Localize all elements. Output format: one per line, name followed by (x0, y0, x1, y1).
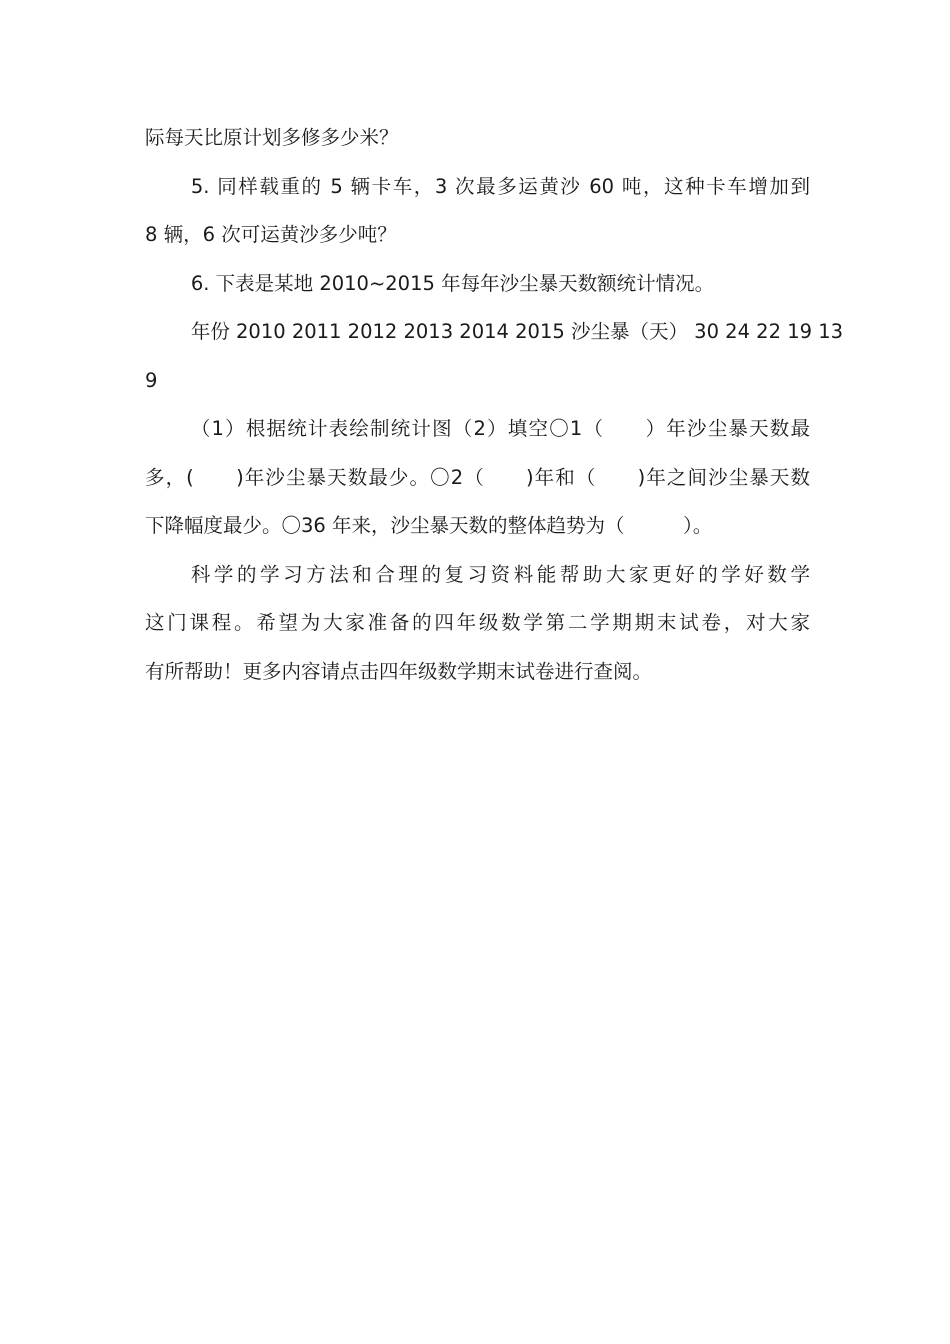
text-line: （1）根据统计表绘制统计图（2）填空〇1（ ）年沙尘暴天数最 (190, 417, 810, 440)
paragraph-question-4-continuation (145, 114, 810, 163)
paragraph-data-table-text (145, 308, 844, 405)
paragraph-sub-questions (145, 405, 810, 551)
text-line: 6. 下表是某地 2010~2015 年每年沙尘暴天数额统计情况。 (190, 271, 715, 295)
paragraph-question-5 (145, 163, 810, 260)
paragraph-question-6 (145, 260, 810, 309)
text-line: 8 辆，6 次可运黄沙多少吨？ (145, 223, 397, 246)
text-line: 科学的学习方法和合理的复习资料能帮助大家更好的学好数学 (190, 562, 810, 586)
text-line: 5. 同样载重的 5 辆卡车，3 次最多运黄沙 60 吨，这种卡车增加到 (190, 174, 810, 198)
text-line: 这门课程。希望为大家准备的四年级数学第二学期期末试卷，对大家 (145, 611, 810, 634)
text-line: 下降幅度最少。〇36 年来，沙尘暴天数的整体趋势为（ ）。 (145, 514, 713, 537)
text-line: 多，( )年沙尘暴天数最少。〇2（ )年和（ )年之间沙尘暴天数 (145, 465, 810, 489)
document-body (145, 114, 844, 696)
text-line: 际每天比原计划多修多少米？ (145, 126, 399, 149)
text-line: 年份 2010 2011 2012 2013 2014 2015 沙尘暴（天） 30 24 22 19 13 (190, 320, 844, 343)
text-line: 9 (145, 368, 158, 392)
paragraph-closing (145, 551, 810, 697)
text-line: 有所帮助！更多内容请点击四年级数学期末试卷进行查阅。 (145, 659, 653, 683)
